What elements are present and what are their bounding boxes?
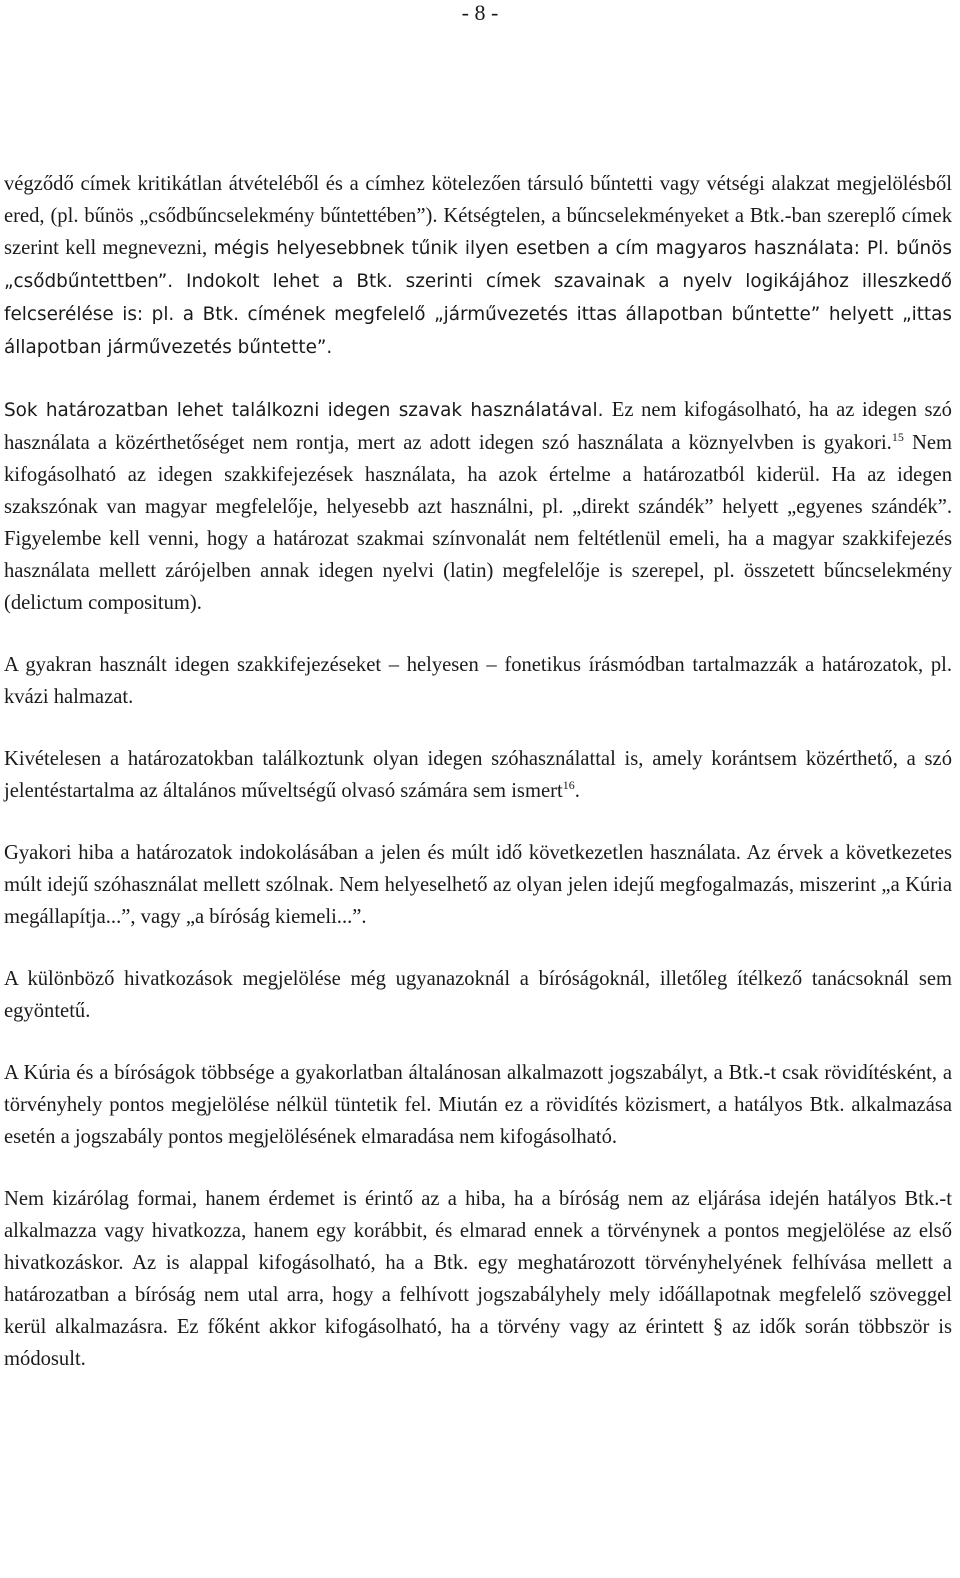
text-segment: mégis helyesebbnek tűnik ilyen esetben a cím magyaros használata: Pl. bűnös „csődbűntettben”. Indokolt lehet a Btk. szerinti címek szavainak a nyelv logikájához illeszkedő felcserélése is: pl. a Btk. címének megfelelő „járművezetés ittas állapotban bűntette” helyett „ittas állapotban járművezetés bűntette”.	[4, 238, 952, 358]
text-segment: .	[574, 780, 580, 802]
paragraph-tense	[4, 837, 952, 933]
paragraph-titles	[4, 168, 952, 364]
text-segment: A különböző hivatkozások megjelölése még ugyanazoknál a bíróságoknál, illetőleg ítélkező tanácsoknál sem egyöntetű.	[4, 968, 952, 1022]
document-body	[4, 168, 952, 1375]
text-segment: Sok határozatban lehet találkozni idegen szavak használatával.	[4, 400, 612, 421]
paragraph-btk-abbreviation	[4, 1057, 952, 1153]
text-segment: Nem kizárólag formai, hanem érdemet is érintő az a hiba, ha a bíróság nem az eljárása idején hatályos Btk.-t alkalmazza vagy hivatkozza, hanem egy korábbit, és elmarad ennek a törvénynek a pontos megjelölése az első hivatkozáskor. Az is alappal kifogásolható, ha a Btk. egy meghatározott törvényhelyének felhívása mellett a határozatban a bíróság nem utal arra, hogy a felhívott jogszabályhely mely időállapotnak megfelelő szöveggel kerül alkalmazásra. Ez főként akkor kifogásolható, ha a törvény vagy az érintett § az idők során többször is módosult.	[4, 1188, 952, 1370]
paragraph-exceptional-usage	[4, 743, 952, 807]
text-segment: végződő címek kritikátlan átvételéből és a címhez kötelezően társuló bűntetti vagy vétségi alakzat megjelölésből ered, (pl. bűnös „csődbűncselekmény bűntettében”). Kétségtelen, a bűncselekményeket a Btk.-ban szereplő címek szerint kell megnevezni,	[4, 173, 952, 259]
paragraph-foreign-words	[4, 394, 952, 619]
paragraph-references	[4, 963, 952, 1027]
text-segment: Kivételesen a határozatokban találkoztunk olyan idegen szóhasználattal is, amely korántsem közérthető, a szó jelentéstartalma az általános műveltségű olvasó számára sem ismert	[4, 748, 952, 802]
text-segment: Nem kifogásolható az idegen szakkifejezések használata, ha azok értelme a határozatból kiderül. Ha az idegen szakszónak van magyar megfelelője, helyesebb azt használni, pl. „direkt szándék” helyett „egyenes szándék”. Figyelembe kell venni, hogy a határozat szakmai színvonalát nem feltétlenül emeli, ha a magyar szakkifejezés használata mellett zárójelben annak idegen nyelvi (latin) megfelelője is szerepel, pl. összetett bűncselekmény (delictum compositum).	[4, 432, 952, 614]
text-segment: Ez nem kifogásolható, ha az idegen szó használata a közérthetőséget nem rontja, mert az adott idegen szó használata a köznyelvben is gyakori.	[4, 399, 952, 454]
text-segment: Gyakori hiba a határozatok indokolásában a jelen és múlt idő következetlen használata. Az érvek a következetes múlt idejű szóhasználat mellett szólnak. Nem helyeselhető az olyan jelen idejű megfogalmazás, miszerint „a Kúria megállapítja...”, vagy „a bíróság kiemeli...”.	[4, 842, 952, 928]
footnote-ref-15: 15	[891, 430, 904, 444]
text-segment: A Kúria és a bíróságok többsége a gyakorlatban általánosan alkalmazott jogszabályt, a Btk.-t csak rövidítésként, a törvényhely pontos megjelölése nélkül tüntetik fel. Miután ez a rövidítés közismert, a hatályos Btk. alkalmazása esetén a jogszabály pontos megjelölésének elmaradása nem kifogásolható.	[4, 1062, 952, 1148]
footnote-ref-16: 16	[562, 778, 575, 792]
paragraph-phonetic	[4, 649, 952, 713]
paragraph-btk-version	[4, 1183, 952, 1375]
text-segment: A gyakran használt idegen szakkifejezéseket – helyesen – fonetikus írásmódban tartalmazzák a határozatok, pl. kvázi halmazat.	[4, 654, 952, 708]
page-number: - 8 -	[461, 0, 499, 25]
